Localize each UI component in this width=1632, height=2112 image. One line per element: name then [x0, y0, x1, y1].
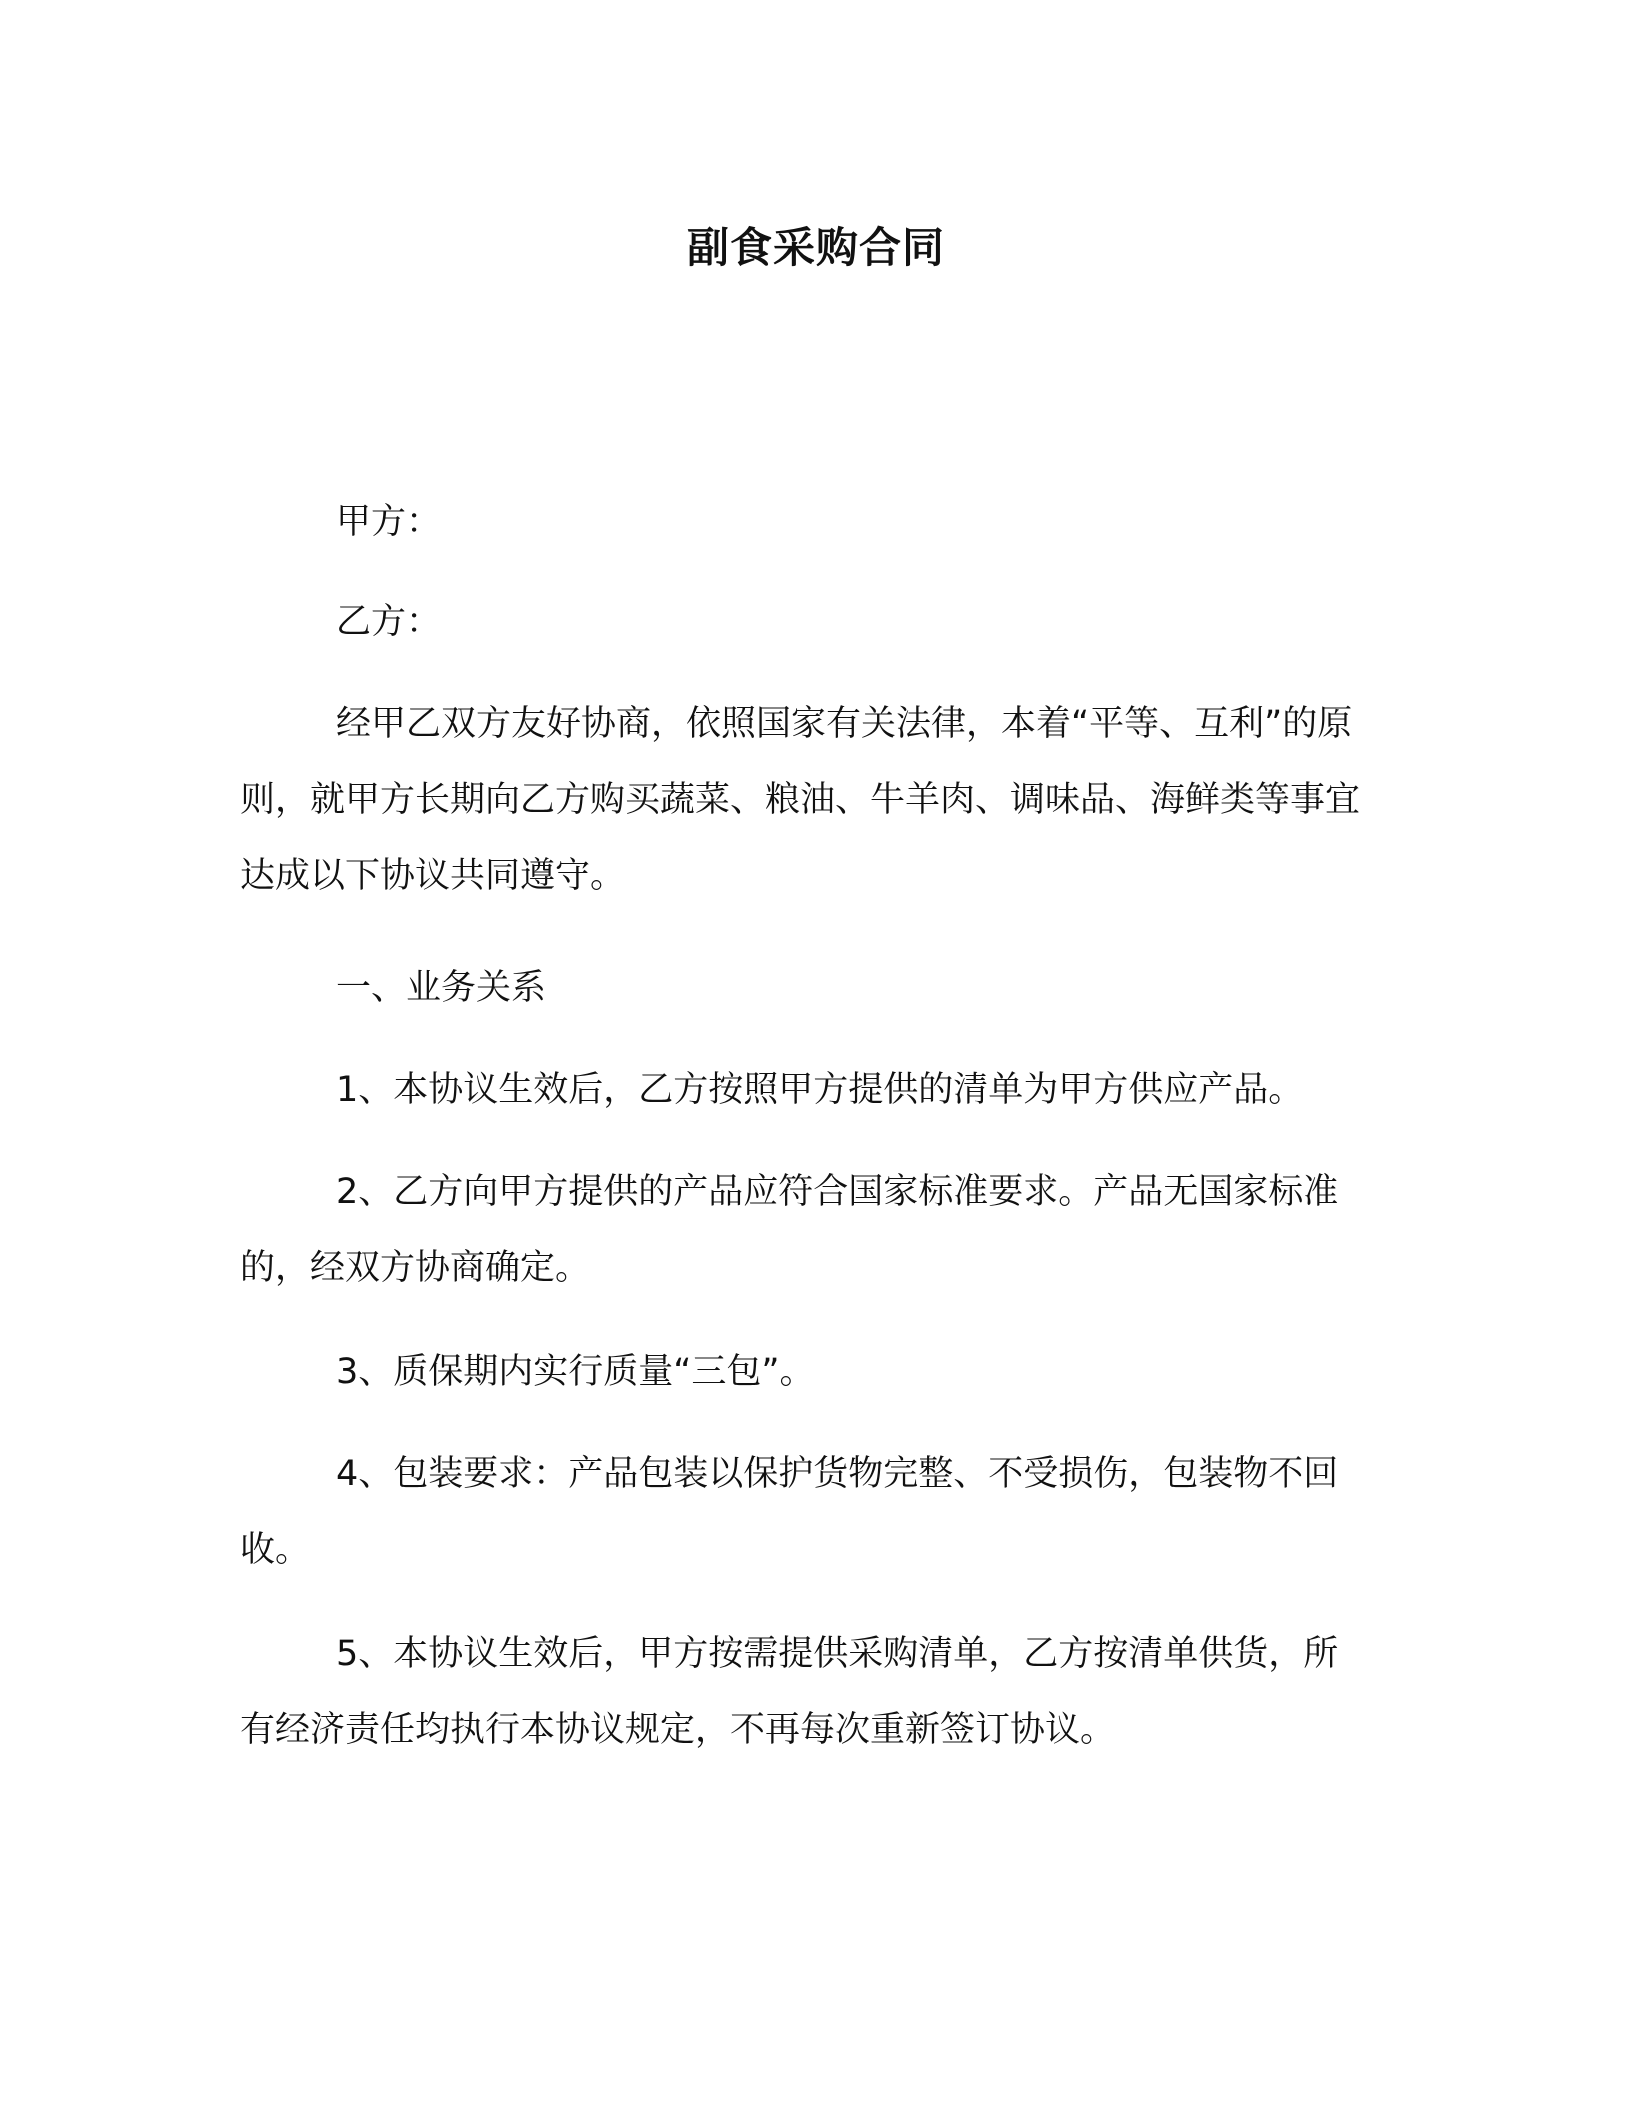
- clause-paragraph: 3、质保期内实行质量“三包”。: [336, 1352, 815, 1392]
- party-b-line: 乙方：: [336, 602, 442, 642]
- clause-paragraph: 5、本协议生效后，甲方按需提供采购清单，乙方按清单供货，所有经济责任均执行本协议规定，不再每次重新签订协议。: [240, 1634, 1339, 1750]
- section-heading: 一、业务关系: [336, 968, 547, 1008]
- preamble-paragraph: 经甲乙双方友好协商，依照国家有关法律，本着“平等、互利”的原则，就甲方长期向乙方购买蔬菜、粮油、牛羊肉、调味品、海鲜类等事宜达成以下协议共同遵守。: [240, 704, 1361, 896]
- party-a-line: 甲方：: [336, 502, 442, 542]
- clause-paragraph: 2、乙方向甲方提供的产品应符合国家标准要求。产品无国家标准的，经双方协商确定。: [240, 1172, 1339, 1288]
- clause-paragraph: 1、本协议生效后，乙方按照甲方提供的清单为甲方供应产品。: [336, 1070, 1304, 1110]
- document-title: 副食采购合同: [686, 223, 945, 272]
- clause-paragraph: 4、包装要求：产品包装以保护货物完整、不受损伤，包装物不回收。: [240, 1454, 1339, 1570]
